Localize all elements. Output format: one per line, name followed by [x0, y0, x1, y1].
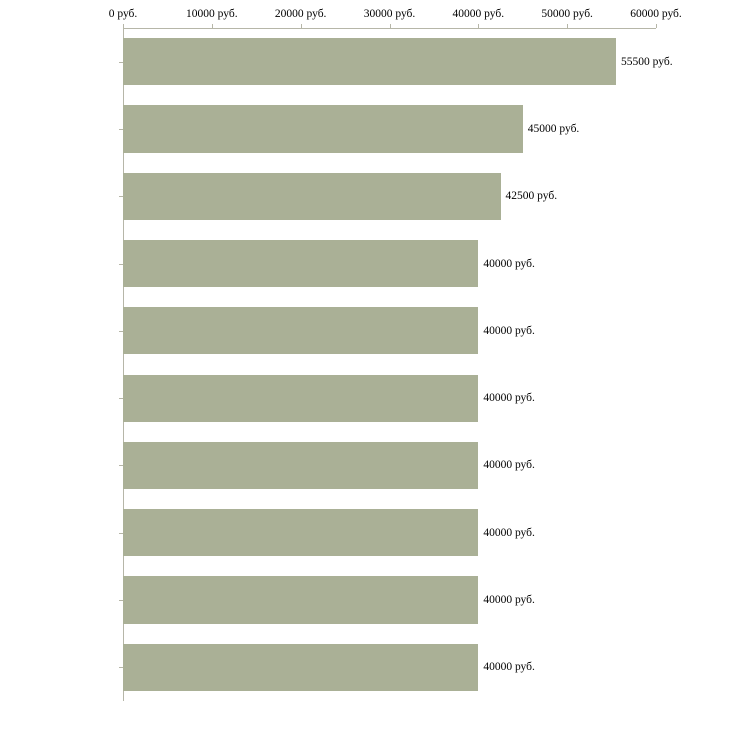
x-axis-tick-label: 0 руб. [108, 8, 138, 20]
bar-row [123, 576, 656, 623]
x-axis-tick-label: 50000 руб. [541, 8, 593, 20]
bar[interactable] [123, 105, 523, 152]
bar[interactable] [123, 509, 478, 556]
bar-value-label: 40000 руб. [483, 257, 535, 270]
bar-row [123, 240, 656, 287]
bar[interactable] [123, 38, 616, 85]
bar[interactable] [123, 375, 478, 422]
bar-row [123, 375, 656, 422]
bar-value-label: 40000 руб. [483, 459, 535, 472]
x-axis-tick-label: 20000 руб. [274, 8, 327, 20]
bar-value-label: 42500 руб. [505, 190, 558, 203]
x-axis-tick-label: 60000 руб. [630, 8, 682, 20]
bar[interactable] [123, 442, 478, 489]
bar[interactable] [123, 173, 501, 220]
bar-value-label: 40000 руб. [483, 392, 535, 405]
bar-value-label: 40000 руб. [483, 526, 535, 539]
bar[interactable] [123, 644, 478, 691]
bar[interactable] [123, 240, 478, 287]
bar-row [123, 173, 656, 220]
bar-value-label: 55500 руб. [621, 55, 673, 68]
bar-value-label: 45000 руб. [527, 122, 580, 135]
bar-row [123, 442, 656, 489]
bar-value-label: 40000 руб. [483, 594, 535, 607]
bar-value-label: 40000 руб. [483, 661, 535, 674]
bar-row [123, 307, 656, 354]
bar-row [123, 509, 656, 556]
bar-value-label: 40000 руб. [483, 324, 535, 337]
bar[interactable] [123, 307, 478, 354]
bar-row [123, 105, 656, 152]
x-axis-tick-label: 30000 руб. [363, 8, 416, 20]
x-axis-tick-mark [656, 24, 657, 28]
bar-row [123, 644, 656, 691]
x-axis-tick-label: 10000 руб. [186, 8, 238, 20]
bar-row [123, 38, 673, 85]
x-axis-tick-label: 40000 руб. [452, 8, 505, 20]
bar[interactable] [123, 576, 478, 623]
